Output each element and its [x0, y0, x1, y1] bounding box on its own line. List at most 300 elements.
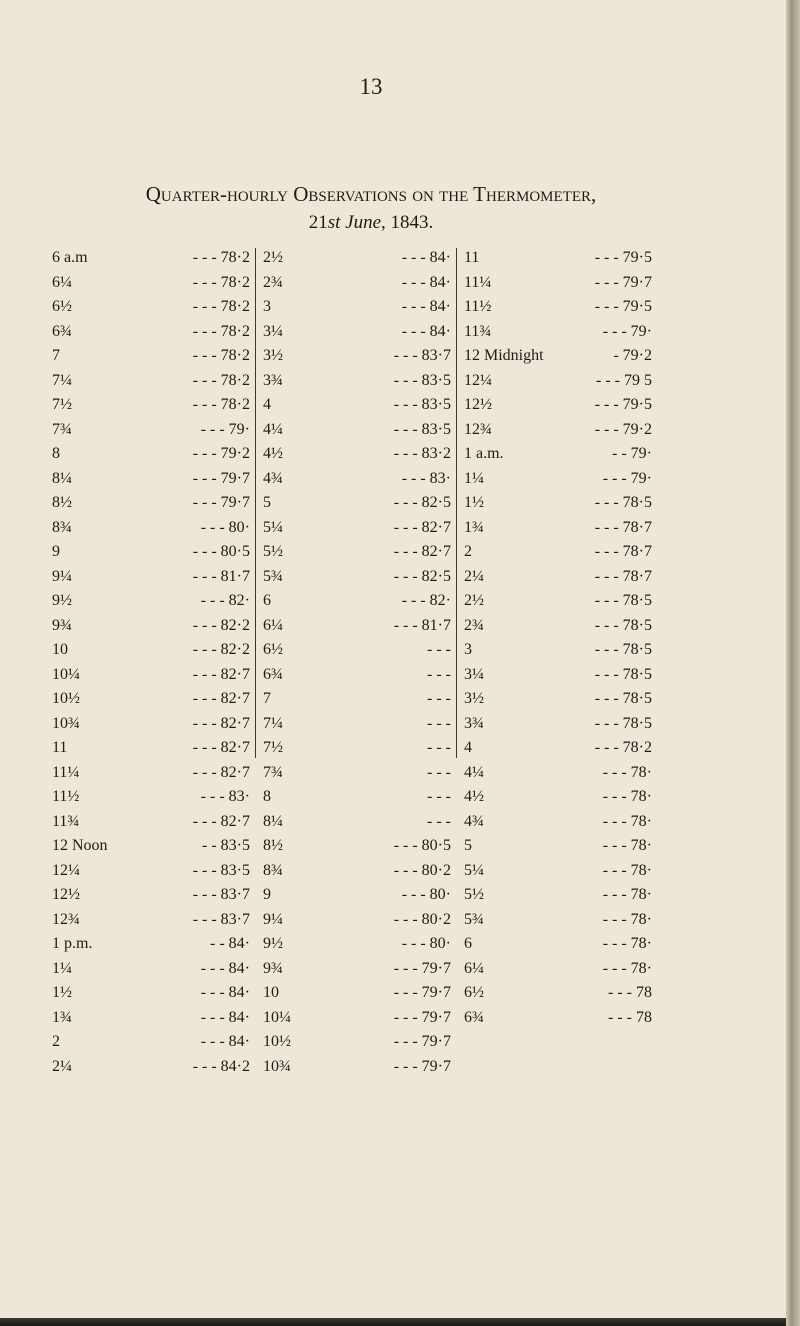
reading-value: - - - 83·7: [192, 910, 250, 928]
reading-time: 10: [263, 984, 279, 1001]
reading-row: [263, 638, 453, 663]
reading-value: - - -: [427, 763, 451, 781]
reading-row: [464, 271, 654, 296]
reading-time: 3¼: [464, 665, 484, 683]
reading-time: 10¼: [52, 665, 80, 683]
reading-value: - - - 79 5: [596, 371, 652, 389]
reading-time: 12¼: [464, 371, 492, 389]
reading-time: 12 Midnight: [464, 347, 544, 364]
reading-time: 4¾: [464, 812, 484, 830]
reading-time: 11½: [52, 788, 80, 805]
reading-value: - - - 81·7: [192, 567, 250, 585]
reading-value: - - - 82·7: [192, 690, 250, 707]
reading-row: [263, 295, 453, 320]
reading-row: [52, 932, 252, 957]
reading-value: - - -: [427, 714, 451, 732]
reading-time: 7¼: [263, 714, 283, 732]
reading-value: - - - 83·5: [192, 861, 250, 879]
reading-value: - - - 78·2: [192, 371, 250, 389]
reading-value: - - - 79·5: [594, 249, 652, 266]
reading-row: [263, 369, 453, 394]
reading-value: - - - 79·5: [594, 396, 652, 413]
reading-row: [263, 785, 453, 810]
reading-value: - - - 84·: [200, 1008, 250, 1026]
reading-time: 6 a.m: [52, 249, 88, 266]
reading-time: 6½: [263, 641, 283, 658]
reading-row: [464, 467, 654, 492]
reading-value: - - - 79·2: [594, 420, 652, 438]
reading-time: 2¾: [263, 273, 283, 291]
reading-row: [52, 271, 252, 296]
reading-time: 7: [263, 690, 271, 707]
reading-time: 3¼: [263, 322, 283, 340]
reading-value: - - - 78·5: [594, 665, 652, 683]
reading-row: [52, 638, 252, 663]
reading-time: 2¾: [464, 616, 484, 634]
reading-row: [263, 540, 453, 565]
reading-value: - - - 78·5: [594, 641, 652, 658]
reading-value: - - - 78·: [602, 910, 652, 928]
reading-row: [464, 1006, 654, 1031]
reading-time: 10¾: [52, 714, 80, 732]
reading-value: - - - 84·: [200, 959, 250, 977]
reading-value: - - - 78·: [602, 886, 652, 903]
reading-value: - - - 78·7: [594, 567, 652, 585]
reading-row: [263, 393, 453, 418]
reading-time: 6½: [52, 298, 72, 315]
reading-value: - - - 79·7: [594, 273, 652, 291]
reading-time: 1½: [52, 984, 72, 1001]
reading-time: 11¼: [464, 273, 492, 291]
reading-value: - - - 78·: [602, 812, 652, 830]
reading-value: - - - 79·: [200, 420, 250, 438]
reading-value: - - - 84·: [200, 984, 250, 1001]
reading-value: - - - 82·2: [192, 616, 250, 634]
reading-time: 7½: [263, 739, 283, 756]
reading-value: - - - 83·: [401, 469, 451, 487]
reading-value: - - - 79·7: [393, 959, 451, 977]
reading-value: - - 83·5: [202, 837, 250, 854]
reading-row: [464, 320, 654, 345]
reading-row: [464, 761, 654, 786]
reading-row: [52, 663, 252, 688]
reading-row: [464, 663, 654, 688]
reading-time: 11: [464, 249, 480, 266]
reading-row: [52, 981, 252, 1006]
reading-row: [464, 393, 654, 418]
reading-value: - - -: [427, 665, 451, 683]
reading-row: [52, 859, 252, 884]
reading-value: - - - 79·2: [192, 445, 250, 462]
reading-row: [52, 418, 252, 443]
readings-column-3: [464, 246, 654, 1030]
reading-time: 12¾: [52, 910, 80, 928]
reading-row: [52, 589, 252, 614]
table-title: [0, 182, 742, 207]
reading-time: 3: [464, 641, 472, 658]
reading-time: 3¾: [464, 714, 484, 732]
reading-row: [52, 540, 252, 565]
reading-row: [464, 687, 654, 712]
reading-value: - - - 78: [608, 1008, 652, 1026]
reading-time: 8¼: [52, 469, 72, 487]
reading-value: - - - 84·2: [192, 1057, 250, 1075]
column-divider: [255, 248, 256, 758]
reading-row: [52, 908, 252, 933]
reading-value: - - -: [427, 812, 451, 830]
reading-time: 7¼: [52, 371, 72, 389]
reading-value: - - - 80·2: [393, 910, 451, 928]
reading-row: [263, 663, 453, 688]
reading-row: [464, 712, 654, 737]
reading-value: - - - 84·: [401, 322, 451, 340]
reading-time: 1¼: [464, 469, 484, 487]
reading-value: - - - 82·2: [192, 641, 250, 658]
reading-value: - - - 82·7: [192, 739, 250, 756]
reading-time: 11¾: [52, 812, 80, 830]
reading-time: 10¾: [263, 1057, 291, 1075]
title-text: Quarter-hourly Observations on the Thermometer,: [145, 182, 597, 206]
reading-row: [464, 418, 654, 443]
page-edge: [786, 0, 800, 1326]
reading-value: - - - 78·7: [594, 543, 652, 560]
reading-time: 11¼: [52, 763, 80, 781]
reading-row: [263, 810, 453, 835]
reading-value: - - - 79·7: [192, 494, 250, 511]
readings-column-2: [263, 246, 453, 1079]
reading-row: [263, 565, 453, 590]
reading-row: [52, 295, 252, 320]
reading-row: [464, 246, 654, 271]
reading-row: [263, 712, 453, 737]
reading-row: [52, 614, 252, 639]
reading-time: 1½: [464, 494, 484, 511]
reading-time: 12 Noon: [52, 837, 108, 854]
reading-time: 6¼: [263, 616, 283, 634]
reading-time: 12¼: [52, 861, 80, 879]
reading-value: - - - 79·7: [393, 1033, 451, 1050]
reading-time: 9½: [263, 935, 283, 952]
reading-time: 12½: [464, 396, 492, 413]
reading-value: - - - 82·5: [393, 494, 451, 511]
reading-row: [263, 1006, 453, 1031]
reading-row: [52, 344, 252, 369]
reading-value: - - - 78·5: [594, 592, 652, 609]
reading-value: - - - 80·5: [393, 837, 451, 854]
reading-row: [52, 393, 252, 418]
reading-value: - - - 78·2: [192, 273, 250, 291]
reading-time: 6¾: [263, 665, 283, 683]
reading-row: [52, 369, 252, 394]
reading-row: [263, 246, 453, 271]
reading-row: [52, 785, 252, 810]
reading-time: 7: [52, 347, 60, 364]
reading-time: 3¾: [263, 371, 283, 389]
reading-value: - - - 78·2: [192, 347, 250, 364]
reading-time: 3½: [464, 690, 484, 707]
reading-row: [263, 736, 453, 761]
reading-row: [464, 859, 654, 884]
reading-row: [52, 810, 252, 835]
reading-row: [263, 1055, 453, 1080]
reading-row: [263, 344, 453, 369]
reading-value: - - - 84·: [401, 249, 451, 266]
reading-time: 4: [263, 396, 271, 413]
reading-time: 9¼: [263, 910, 283, 928]
reading-time: 2: [52, 1033, 60, 1050]
reading-time: 2¼: [464, 567, 484, 585]
reading-time: 4¼: [263, 420, 283, 438]
reading-value: - - - 83·5: [393, 371, 451, 389]
subtitle-day: 21: [308, 212, 328, 233]
reading-row: [263, 467, 453, 492]
reading-row: [263, 883, 453, 908]
column-divider: [456, 248, 457, 758]
reading-row: [263, 834, 453, 859]
reading-time: 6¾: [52, 322, 72, 340]
reading-time: 5½: [464, 886, 484, 903]
reading-row: [263, 516, 453, 541]
reading-value: - - - 82·7: [192, 812, 250, 830]
reading-value: - - - 78·2: [192, 396, 250, 413]
reading-row: [263, 491, 453, 516]
table-subtitle: [0, 212, 742, 234]
reading-time: 5¾: [464, 910, 484, 928]
reading-row: [52, 491, 252, 516]
reading-row: [52, 442, 252, 467]
reading-value: - - - 83·7: [192, 886, 250, 903]
reading-value: - - - 82·: [200, 592, 250, 609]
reading-row: [464, 565, 654, 590]
reading-row: [464, 589, 654, 614]
reading-value: - - -: [427, 739, 451, 756]
reading-row: [263, 589, 453, 614]
reading-time: 8½: [52, 494, 72, 511]
reading-value: - - - 78·5: [594, 690, 652, 707]
reading-time: 2¼: [52, 1057, 72, 1075]
reading-time: 6½: [464, 984, 484, 1001]
subtitle-month: June: [345, 212, 382, 233]
reading-time: 2½: [263, 249, 283, 266]
reading-time: 4: [464, 739, 472, 756]
reading-row: [52, 712, 252, 737]
reading-time: 6¼: [52, 273, 72, 291]
reading-value: - - - 78·: [602, 935, 652, 952]
reading-value: - - - 78·2: [192, 322, 250, 340]
reading-value: - - - 82·5: [393, 567, 451, 585]
reading-value: - - - 79·5: [594, 298, 652, 315]
reading-row: [464, 736, 654, 761]
reading-row: [263, 320, 453, 345]
reading-row: [263, 271, 453, 296]
reading-row: [52, 320, 252, 345]
reading-time: 1¾: [464, 518, 484, 536]
reading-row: [464, 491, 654, 516]
reading-time: 5¼: [464, 861, 484, 879]
reading-row: [52, 834, 252, 859]
reading-row: [263, 908, 453, 933]
reading-row: [52, 516, 252, 541]
reading-value: - - 84·: [210, 935, 250, 952]
reading-time: 9¾: [52, 616, 72, 634]
reading-value: - - - 78·5: [594, 714, 652, 732]
subtitle-day-suffix: st: [327, 212, 341, 233]
reading-row: [464, 516, 654, 541]
reading-time: 3½: [263, 347, 283, 364]
reading-value: - - - 83·: [200, 788, 250, 805]
reading-time: 6¾: [464, 1008, 484, 1026]
reading-time: 6: [263, 592, 271, 609]
reading-row: [263, 859, 453, 884]
reading-time: 7¾: [52, 420, 72, 438]
reading-value: - - - 83·2: [393, 445, 451, 462]
reading-value: - - 79·: [612, 445, 652, 462]
reading-time: 8½: [263, 837, 283, 854]
reading-time: 10¼: [263, 1008, 291, 1026]
subtitle-year: , 1843.: [381, 212, 434, 233]
reading-time: 8¾: [52, 518, 72, 536]
reading-row: [464, 908, 654, 933]
reading-value: - - - 83·5: [393, 396, 451, 413]
reading-value: - - - 78·5: [594, 494, 652, 511]
reading-time: 5¾: [263, 567, 283, 585]
reading-row: [464, 442, 654, 467]
reading-row: [464, 883, 654, 908]
reading-time: 1¼: [52, 959, 72, 977]
reading-time: 1¾: [52, 1008, 72, 1026]
reading-row: [52, 957, 252, 982]
reading-time: 4½: [263, 445, 283, 462]
reading-value: - - - 83·5: [393, 420, 451, 438]
reading-time: 8: [52, 445, 60, 462]
reading-time: 11¾: [464, 322, 492, 340]
reading-value: - - - 78·5: [594, 616, 652, 634]
reading-row: [464, 344, 654, 369]
readings-column-1: [52, 246, 252, 1079]
reading-value: - - - 79·7: [393, 1057, 451, 1075]
reading-time: 1 a.m.: [464, 445, 504, 462]
reading-value: - - - 82·7: [192, 763, 250, 781]
reading-row: [464, 369, 654, 394]
reading-row: [263, 687, 453, 712]
reading-time: 4½: [464, 788, 484, 805]
page-bottom-edge: [0, 1318, 786, 1326]
reading-row: [464, 295, 654, 320]
reading-row: [464, 638, 654, 663]
reading-time: 9¼: [52, 567, 72, 585]
reading-time: 6¼: [464, 959, 484, 977]
reading-row: [52, 687, 252, 712]
reading-value: - - - 78·7: [594, 518, 652, 536]
reading-value: - - - 81·7: [393, 616, 451, 634]
reading-value: - - - 83·7: [393, 347, 451, 364]
reading-value: - - - 79·: [602, 469, 652, 487]
reading-value: - - - 78: [608, 984, 652, 1001]
page-number: 13: [359, 74, 383, 99]
reading-row: [263, 981, 453, 1006]
reading-value: - - - 80·: [401, 935, 451, 952]
reading-row: [464, 932, 654, 957]
reading-time: 7¾: [263, 763, 283, 781]
reading-value: - - -: [427, 690, 451, 707]
reading-time: 12¾: [464, 420, 492, 438]
reading-time: 3: [263, 298, 271, 315]
reading-row: [464, 540, 654, 565]
reading-value: - - - 84·: [200, 1033, 250, 1050]
reading-time: 9¾: [263, 959, 283, 977]
reading-row: [52, 1055, 252, 1080]
reading-time: 5¼: [263, 518, 283, 536]
reading-value: - - - 79·7: [393, 984, 451, 1001]
reading-time: 9: [263, 886, 271, 903]
reading-value: - - - 82·7: [393, 518, 451, 536]
reading-time: 4¾: [263, 469, 283, 487]
reading-time: 1 p.m.: [52, 935, 93, 952]
reading-value: - - - 82·7: [192, 665, 250, 683]
reading-value: - - - 78·: [602, 788, 652, 805]
reading-row: [52, 1030, 252, 1055]
reading-row: [52, 565, 252, 590]
reading-time: 11½: [464, 298, 492, 315]
reading-time: 8: [263, 788, 271, 805]
reading-value: - - - 82·7: [393, 543, 451, 560]
reading-row: [464, 785, 654, 810]
reading-row: [464, 810, 654, 835]
reading-value: - - - 78·: [602, 959, 652, 977]
reading-time: 7½: [52, 396, 72, 413]
reading-value: - - -: [427, 641, 451, 658]
reading-row: [52, 467, 252, 492]
reading-time: 10: [52, 641, 68, 658]
reading-value: - - - 78·: [602, 861, 652, 879]
reading-time: 8¼: [263, 812, 283, 830]
reading-time: 10½: [52, 690, 80, 707]
reading-time: 6: [464, 935, 472, 952]
reading-value: - - - 78·2: [192, 249, 250, 266]
reading-time: 5: [263, 494, 271, 511]
reading-time: 4¼: [464, 763, 484, 781]
reading-value: - - - 82·: [401, 592, 451, 609]
reading-row: [263, 418, 453, 443]
reading-value: - - - 78·: [602, 763, 652, 781]
reading-row: [263, 932, 453, 957]
reading-value: - - - 84·: [401, 298, 451, 315]
reading-value: - - - 79·: [602, 322, 652, 340]
reading-time: 9: [52, 543, 60, 560]
reading-value: - - - 82·7: [192, 714, 250, 732]
reading-value: - - - 80·2: [393, 861, 451, 879]
reading-time: 2: [464, 543, 472, 560]
reading-row: [464, 614, 654, 639]
reading-value: - - - 78·2: [192, 298, 250, 315]
reading-row: [263, 957, 453, 982]
reading-time: 8¾: [263, 861, 283, 879]
reading-value: - - - 80·: [200, 518, 250, 536]
reading-time: 5½: [263, 543, 283, 560]
reading-row: [464, 981, 654, 1006]
reading-time: 2½: [464, 592, 484, 609]
reading-value: - - - 79·7: [393, 1008, 451, 1026]
reading-time: 12½: [52, 886, 80, 903]
reading-value: - - - 79·7: [192, 469, 250, 487]
reading-row: [464, 957, 654, 982]
reading-row: [464, 834, 654, 859]
reading-value: - - - 80·: [401, 886, 451, 903]
reading-value: - 79·2: [613, 347, 652, 364]
reading-row: [263, 614, 453, 639]
reading-row: [52, 761, 252, 786]
reading-value: - - - 78·: [602, 837, 652, 854]
